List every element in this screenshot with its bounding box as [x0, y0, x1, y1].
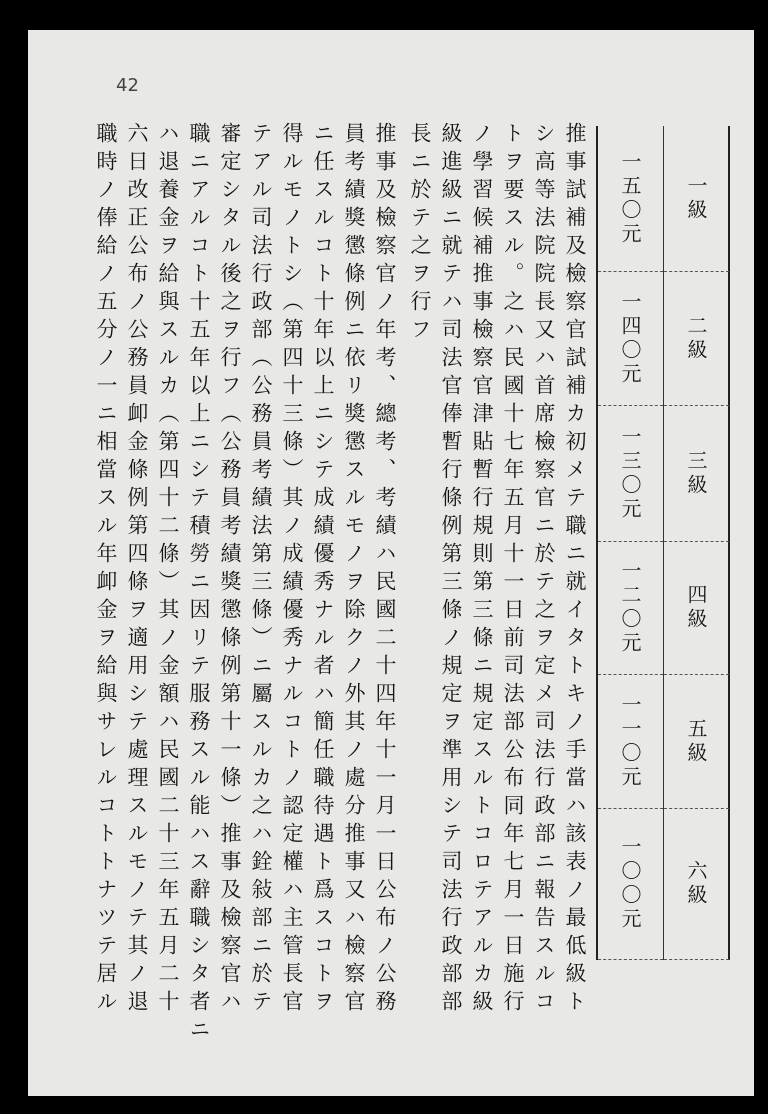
text-column: 級進級ニ就テハ司法官俸暫行條例第三條ノ規定ヲ準用シテ司法行政部部: [439, 122, 463, 1018]
text-column: 得ルモノトシ（第四十三條）其ノ成績優秀ナルコトノ認定權ハ主管長官: [280, 122, 304, 1018]
amount-cell: 一五〇元: [598, 126, 663, 272]
amount-cell: 一三〇元: [598, 406, 663, 542]
text-column: トヲ要スル。之ハ民國十七年五月十一日前司法部公布同年七月一日施行: [501, 122, 525, 1018]
grade-cell: 四級: [664, 542, 729, 675]
grade-cell: 一級: [664, 126, 729, 272]
amount-cell: 一四〇元: [598, 272, 663, 406]
text-column: シ高等法院院長又ハ首席檢察官ニ於テ之ヲ定メ司法行政部ニ報告スルコ: [532, 122, 556, 1018]
text-column: テアル司法行政部（公務員考績法第三條）ニ屬スルカ之ハ銓敍部ニ於テ: [249, 122, 273, 1018]
amount-cell: 一一〇元: [598, 675, 663, 809]
grade-cell: 六級: [664, 809, 729, 960]
text-column: 職ニアルコト十五年以上ニシテ積勞ニ因リテ服務スル能ハス辭職シタ者ニ: [187, 122, 211, 1046]
grade-column: [663, 126, 729, 960]
text-column: ハ退養金ヲ給與スルカ（第四十二條）其ノ金額ハ民國二十三年五月二十: [156, 122, 180, 1018]
text-column: 推事及檢察官ノ年考、總考、考績ハ民國二十四年十一月一日公布ノ公務: [373, 122, 397, 1018]
grade-cell: 三級: [664, 406, 729, 542]
text-column: 六日改正公布ノ公務員卹金條例第四條ヲ適用シテ處理スルモノテ其ノ退: [125, 122, 149, 1018]
text-column: ニ任スルコト十年以上ニシテ成績優秀ナル者ハ簡任職待遇ト爲スコトヲ: [311, 122, 335, 1018]
document-page: [28, 30, 754, 1096]
page-number: 42: [116, 75, 139, 96]
text-column: 職時ノ俸給ノ五分ノ一ニ相當スル年卹金ヲ給與サレルコトトナツテ居ル: [94, 122, 118, 1018]
salary-grade-table: [596, 126, 730, 960]
text-column: 員考績獎懲條例ニ依リ獎懲スルモノヲ除クノ外其ノ處分推事又ハ檢察官: [342, 122, 366, 1018]
text-column: 長ニ於テ之ヲ行フ: [408, 122, 432, 346]
text-column: 審定シタル後之ヲ行フ（公務員考績獎懲條例第十一條）推事及檢察官ハ: [218, 122, 242, 1018]
amount-cell: 一二〇元: [598, 542, 663, 675]
amount-column: [598, 126, 663, 960]
grade-cell: 五級: [664, 675, 729, 809]
amount-cell: 一〇〇元: [598, 809, 663, 960]
grade-cell: 二級: [664, 272, 729, 406]
text-column: ノ學習候補推事檢察官津貼暫行規則第三條ニ規定スルトコロテアルカ級: [470, 122, 494, 1018]
text-column: 推事試補及檢察官試補カ初メテ職ニ就イタトキノ手當ハ該表ノ最低級ト: [563, 122, 587, 1018]
